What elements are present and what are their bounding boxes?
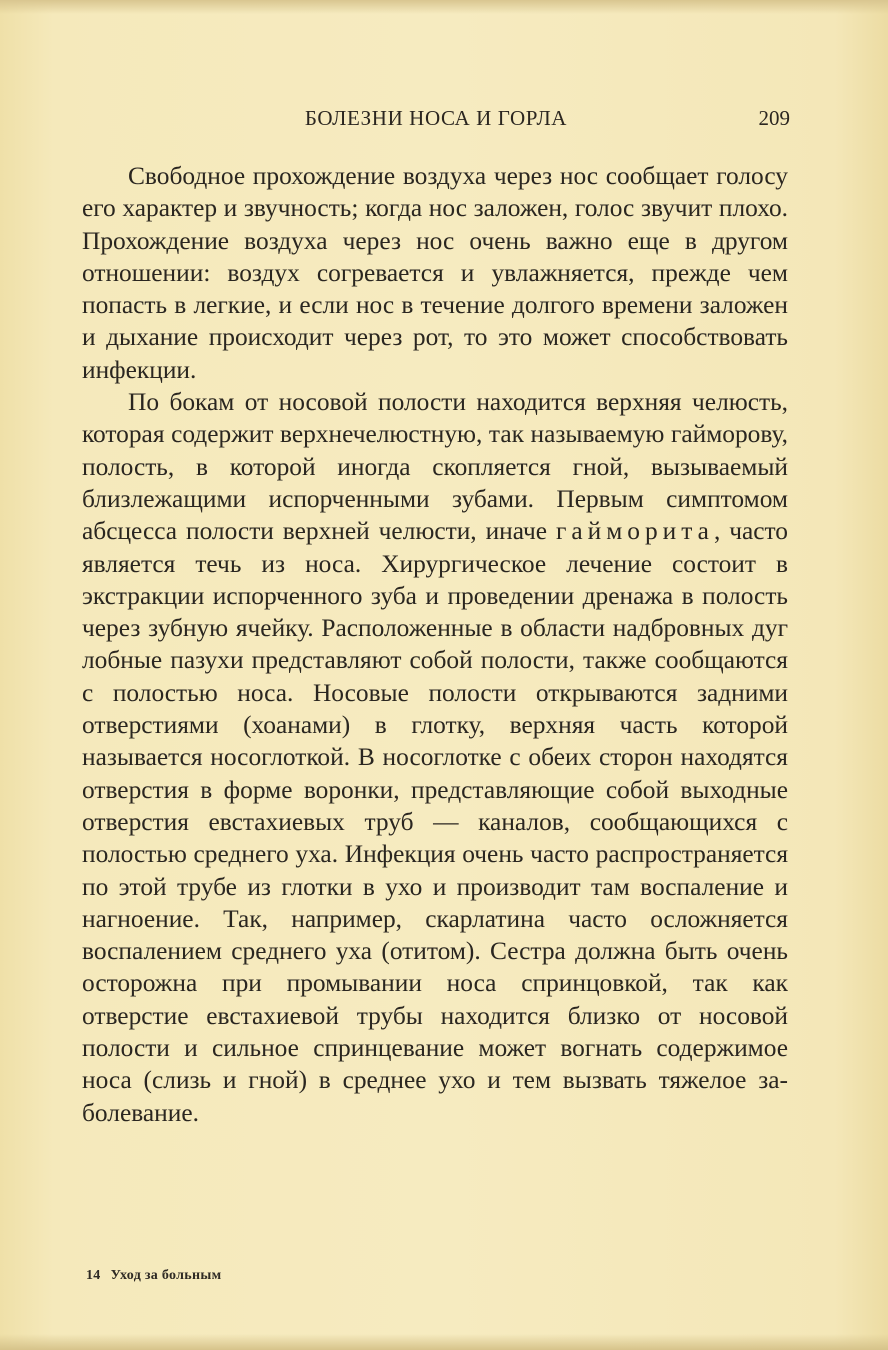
running-head <box>82 102 790 136</box>
printer-signature <box>86 1268 221 1284</box>
page-number: 209 <box>758 106 790 130</box>
emphasis-term: гайморита <box>555 517 714 546</box>
paragraph-2-after: , часто является течь из носа. Хирургическое лечение состоит в экстракции испорченного зуба и проведении дренажа в полость через зубную ячейку. Расположенные в области надбровных дуг лобные пазухи представляют собой полости, также сообщаются с полостью носа. Носовые полости открываются задними отверстиями (хоанами) в глотку, верхняя часть которой называется носоглоткой. В носоглотке с обеих сторон находятся отверстия в форме воронки, представляющие собой выходные отверстия евстахиевых труб — каналов, сообщающихся с полостью среднего уха. Инфекция очень часто распространяется по этой трубе из глотки в ухо и производит там воспаление и нагноение. Так, например, скарлатина часто осложняется воспалением среднего уха (отитом). Сестра должна быть очень осторожна при промывании носа спринцовкой, так как отверстие евстахиевой трубы находится близко от носовой полости и сильное спринцевание может вогнать содержимое носа (слизь и гной) в среднее ухо и тем вызвать тяжелое заболевание. <box>82 517 788 1127</box>
paragraph-1: Свободное прохождение воздуха через нос сообщает голосу его характер и звучность; когда нос заложен, голос звучит плохо. Прохождение воздуха через нос очень важно еще в другом отношении: воздух согревается и увлажняется, прежде чем попасть в легкие, и если нос в течение долгого времени заложен и дыхание происходит через рот, то это может способствовать инфекции. <box>82 162 788 384</box>
body-text <box>82 160 788 1129</box>
paragraph-2-before: По бокам от носовой полости находится верхняя челюсть, которая содержит верхнечелюстную, так называемую гайморову, полость, в которой иногда скопляется гной, вызываемый близлежащими испорченными зубами. Первым симптомом абсцесса полости верхней челюсти, иначе <box>82 388 788 546</box>
signature-title: Уход за больным <box>110 1268 222 1283</box>
signature-number: 14 <box>86 1268 101 1283</box>
running-title: БОЛЕЗНИ НОСА И ГОРЛА <box>304 106 568 130</box>
paragraph-2 <box>82 386 788 1129</box>
